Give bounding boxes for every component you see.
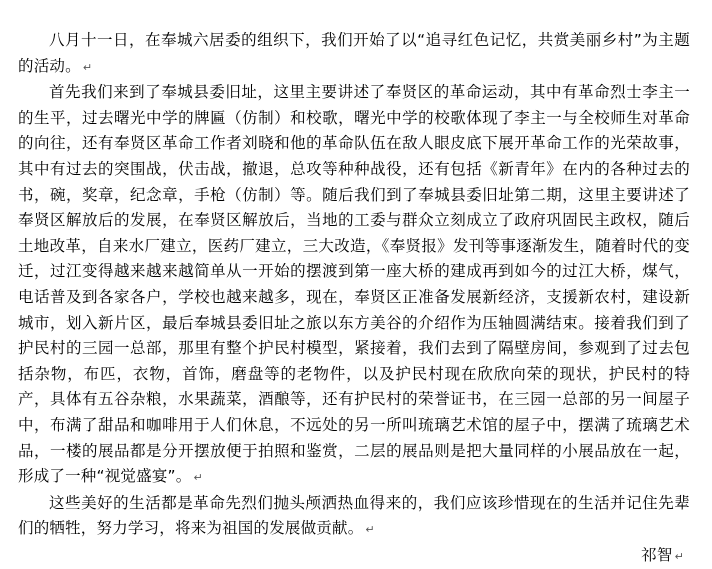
- paragraph-mark-icon: ↵: [82, 60, 93, 74]
- signature: 祁智: [641, 545, 673, 564]
- paragraph-text: 这些美好的生活都是革命先烈们抛头颅洒热血得来的，我们应该珍惜现在的生活并记住先辈们的牺牲，努力学习，将来为祖国的发展做贡献。: [18, 493, 690, 538]
- paragraph-conclusion: [18, 491, 690, 543]
- paragraph-mark-icon: ↵: [193, 471, 203, 485]
- paragraph-mark-icon: ↵: [674, 549, 684, 563]
- signature-line: [18, 543, 690, 569]
- paragraph-text: 首先我们来到了奉城县委旧址，这里主要讲述了奉贤区的革命运动，其中有革命烈士李主一的生平，过去曙光中学的牌匾（仿制）和校歌，曙光中学的校歌体现了李主一与全校师生对革命的向往，还有奉贤区革命工作者刘晓和他的革命队伍在敌人眼皮底下展开革命工作的光荣故事，其中有过去的突围战，伏击战，撤退，总攻等种种战役，还有包括《新青年》在内的各种过去的书，碗，奖章，纪念章，手枪（仿制）等。随后我们到了奉城县委旧址第二期，这里主要讲述了奉贤区解放后的发展，在奉贤区解放后，当地的工委与群众立刻成立了政府巩固民主政权，随后土地改革，自来水厂建立，医药厂建立，三大改造，《奉贤报》发刊等事逐渐发生，随着时代的变迁，过江变得越来越来越简单从一开始的摆渡到第一座大桥的建成再到如今的过江大桥，煤气，电话普及到各家各户，学校也越来越多，现在，奉贤区正准备发展新经济，支援新农村，建设新城市，划入新片区，最后奉城县委旧址之旅以东方美谷的介绍作为压轴圆满结束。接着我们到了护民村的三园一总部，那里有整个护民村模型，紧接着，我们去到了隔壁房间，参观到了过去包括杂物，布匹，衣物，首饰，磨盘等的老物件，以及护民村现在欣欣向荣的现状，护民村的特产，具体有五谷杂粮，水果蔬菜，酒酿等，还有护民村的荣誉证书，在三园一总部的另一间屋子中，布满了甜品和咖啡用于人们休息，不远处的另一所叫琉璃艺术馆的屋子中，摆满了琉璃艺术品，一楼的展品都是分开摆放便于拍照和鉴赏，二层的展品则是把大量同样的小展品放在一起，形成了一种“视觉盛宴”。: [18, 83, 690, 486]
- paragraph-text: 八月十一日，在奉城六居委的组织下，我们开始了以“追寻红色记忆，共赏美丽乡村”为主题的活动。: [18, 31, 690, 75]
- paragraph-mark-icon: ↵: [365, 523, 375, 537]
- paragraph-intro: [18, 28, 690, 80]
- document-body: [18, 28, 690, 569]
- paragraph-main: [18, 80, 690, 491]
